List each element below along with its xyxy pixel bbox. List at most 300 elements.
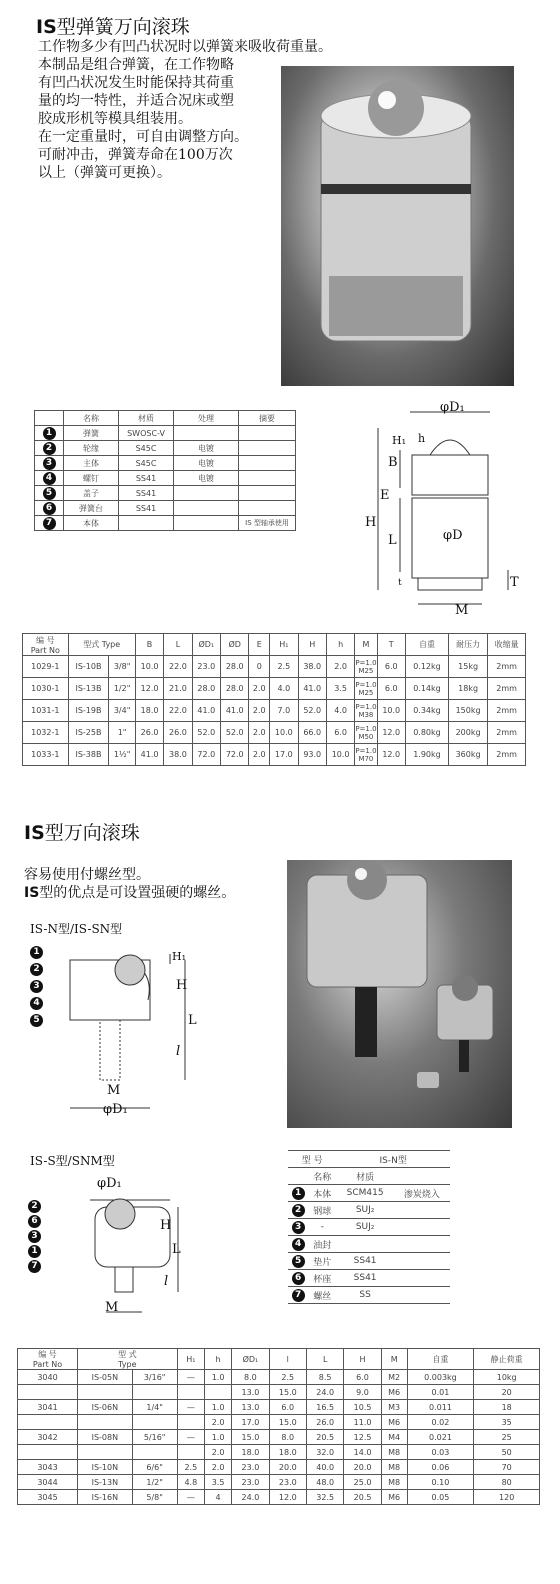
parts-cell: SS41 [119,486,174,501]
callout-number: 2 [28,1200,41,1213]
spec2-cell: IS-16N [78,1490,133,1505]
spec2-cell [78,1385,133,1400]
spec1-header-cell: H₁ [270,634,298,656]
pt2-header [288,1151,450,1168]
spec2-header-cell: 型 式 Type [78,1349,178,1370]
parts-row [35,471,296,486]
spec2-cell: 18.0 [269,1445,306,1460]
spec2-cell: 13.0 [232,1400,269,1415]
dim-H1: H₁ [392,434,407,447]
pt2-cell: 垫片 [308,1253,336,1270]
spec1-cell: IS-25B [68,722,109,744]
pt2-cell: 渗炭烧入 [394,1185,450,1202]
spec1-header-cell: M [355,634,377,656]
parts-cell [239,501,296,516]
section1-title: IS型弹簧万向滚珠 [36,16,190,38]
pt2-no [288,1185,308,1202]
d2-phiD1: φD₁ [103,1102,128,1117]
spec1-cell: 18.0 [135,700,163,722]
parts-cell [239,441,296,456]
part-number-badge: 1 [43,427,56,440]
spec1-cell: P=1.0 M70 [355,744,377,766]
parts-cell [239,456,296,471]
spec1-cell: 28.0 [192,678,220,700]
spec2-cell: 15.0 [269,1385,306,1400]
parts-cell [239,471,296,486]
spec2-cell [177,1445,204,1460]
spec2-cell: 8.5 [306,1370,343,1385]
spec2-cell [132,1415,177,1430]
spec2-cell: 23.0 [232,1475,269,1490]
spec2-cell: 35 [474,1415,540,1430]
spec2-header [18,1349,540,1370]
spec2-cell: 0.10 [407,1475,474,1490]
spec1-cell: 38.0 [164,744,192,766]
spec1-cell: 52.0 [192,722,220,744]
spec2-cell: 26.0 [306,1415,343,1430]
spec1-cell: 0.80kg [405,722,448,744]
spec-table-2 [17,1348,540,1505]
spec1-header-cell: h [326,634,354,656]
dim-phiD: φD [443,528,463,543]
spec2-cell: 20 [474,1385,540,1400]
pt2-cell: 油封 [308,1236,336,1253]
spec2-cell: 0.05 [407,1490,474,1505]
spec1-cell: 23.0 [192,656,220,678]
parts-cell: SS41 [119,471,174,486]
spec1-cell: 1" [109,722,136,744]
pt2-no [288,1219,308,1236]
spec1-cell: 10.0 [270,722,298,744]
spec1-cell: 93.0 [298,744,326,766]
threaded-ball-photo [287,860,512,1128]
spec1-cell: 52.0 [298,700,326,722]
parts-row [35,426,296,441]
spec1-cell: 2mm [488,722,526,744]
spec2-cell: 15.0 [232,1430,269,1445]
part-number-badge: 4 [43,472,56,485]
spec1-cell: 17.0 [270,744,298,766]
spec1-cell: 26.0 [164,722,192,744]
pt2-row [288,1287,450,1304]
spec1-row [23,744,526,766]
spec2-cell: 0.021 [407,1430,474,1445]
spec1-cell: 10.0 [326,744,354,766]
parts-cell: 盖子 [64,486,119,501]
spec2-cell: 18.0 [232,1445,269,1460]
spec1-cell: 15kg [448,656,487,678]
pt2-row [288,1236,450,1253]
spec1-header-cell: B [135,634,163,656]
parts-cell: 电镀 [174,471,239,486]
spec1-cell: 52.0 [221,722,249,744]
spec1-cell: 1½" [109,744,136,766]
parts-cell: 弹簧台 [64,501,119,516]
spec2-cell: 3042 [18,1430,78,1445]
spec1-cell: 0.12kg [405,656,448,678]
spec1-cell: P=1.0 M50 [355,722,377,744]
spec2-cell: — [177,1400,204,1415]
part-number-badge: 2 [292,1204,305,1217]
spec1-cell: 0.34kg [405,700,448,722]
spec2-cell: 6/6" [132,1460,177,1475]
spec1-cell: 41.0 [192,700,220,722]
part-number-badge: 3 [43,457,56,470]
spec2-cell: 25.0 [344,1475,381,1490]
spec1-cell: 2.0 [249,744,270,766]
dim-h: h [418,432,426,445]
spec1-cell: 2.5 [270,656,298,678]
spec2-cell: 13.0 [232,1385,269,1400]
spec2-cell: 50 [474,1445,540,1460]
spec2-cell [204,1385,231,1400]
callout-number: 5 [30,1014,43,1027]
spec2-row [18,1385,540,1400]
spec2-cell: 2.0 [204,1460,231,1475]
spec1-header-cell: L [164,634,192,656]
pt2-col-mat: 材质 [336,1168,394,1185]
spec2-cell: 1.0 [204,1430,231,1445]
spec2-header-cell: l [269,1349,306,1370]
spec2-cell: 20.0 [269,1460,306,1475]
spec1-cell: 3/8" [109,656,136,678]
spec2-cell: 2.5 [269,1370,306,1385]
spec1-cell: IS-19B [68,700,109,722]
section2-line1: 容易使用付螺丝型。 [24,867,150,883]
spec1-cell: 2.0 [249,678,270,700]
parts-cell: SS41 [119,501,174,516]
pt2-no [288,1287,308,1304]
spec2-cell [18,1445,78,1460]
pt2-cell: SUJ₂ [336,1219,394,1236]
parts-table-2 [288,1150,450,1304]
d2-M: M [107,1083,121,1098]
pt2-cell [394,1270,450,1287]
spec2-cell: 4 [204,1490,231,1505]
pt2-cell [336,1236,394,1253]
spec1-cell: 1033-1 [23,744,69,766]
d3-M: M [105,1300,119,1315]
spec2-cell: 3/16" [132,1370,177,1385]
spec1-header-cell: 自重 [405,634,448,656]
spec2-cell [78,1445,133,1460]
pt2-cell: 钢球 [308,1202,336,1219]
spec1-cell: 22.0 [164,656,192,678]
spec2-row [18,1490,540,1505]
spec1-header-cell: 编 号 Part No [23,634,69,656]
spec2-cell: 23.0 [232,1460,269,1475]
spec2-cell: 17.0 [232,1415,269,1430]
spec2-cell: 0.01 [407,1385,474,1400]
spec2-cell: M8 [381,1460,407,1475]
spec1-cell: 10.0 [377,700,405,722]
part-no-cell [35,486,64,501]
spec2-cell: M6 [381,1415,407,1430]
part-number-badge: 7 [292,1289,305,1302]
spec2-cell: 3044 [18,1475,78,1490]
pt2-head-type: 型 号 [288,1151,336,1168]
spec2-cell: 8.0 [269,1430,306,1445]
spec1-cell: P=1.0 M38 [355,700,377,722]
spring-ball-photo [281,66,514,386]
spec1-cell: 1032-1 [23,722,69,744]
spec2-cell: 18 [474,1400,540,1415]
spec2-cell [132,1385,177,1400]
pt2-no [288,1270,308,1287]
spec2-header-cell: M [381,1349,407,1370]
spec2-row [18,1430,540,1445]
parts-cell: 弹簧 [64,426,119,441]
pt2-no [288,1202,308,1219]
parts-cell: 电镀 [174,441,239,456]
part-number-badge: 6 [292,1272,305,1285]
spec1-cell: IS-38B [68,744,109,766]
pt2-cell: SS [336,1287,394,1304]
pt2-no [288,1236,308,1253]
diagram3-label: IS-S型/SNM型 [30,1154,115,1168]
part-no-cell [35,456,64,471]
callout-number: 3 [30,980,43,993]
spec2-cell: — [177,1370,204,1385]
spec2-cell: 6.0 [269,1400,306,1415]
spec1-cell: 4.0 [326,700,354,722]
part-no-cell [35,441,64,456]
spec2-cell: 1/4" [132,1400,177,1415]
part-no-cell [35,501,64,516]
parts-cell [174,426,239,441]
spec1-header-cell: H [298,634,326,656]
pt2-cell: 杯座 [308,1270,336,1287]
parts-cell [239,486,296,501]
parts-cell: S45C [119,441,174,456]
spec1-cell: 12.0 [135,678,163,700]
spec1-cell: 21.0 [164,678,192,700]
spec1-cell: 7.0 [270,700,298,722]
spec2-cell: 3045 [18,1490,78,1505]
spec1-cell: 6.0 [377,678,405,700]
spec1-cell: 2mm [488,700,526,722]
spec2-header-cell: L [306,1349,343,1370]
callout-number: 1 [28,1245,41,1258]
pt2-row [288,1253,450,1270]
spec2-cell: 32.0 [306,1445,343,1460]
callout-number: 3 [28,1230,41,1243]
pt2-row [288,1202,450,1219]
spec2-cell: 80 [474,1475,540,1490]
spec2-cell: IS-13N [78,1475,133,1490]
parts-cell: IS 型轴承使用 [239,516,296,531]
dim-phiD1: φD₁ [440,400,465,415]
spec1-cell: 4.0 [270,678,298,700]
part-number-badge: 7 [43,517,56,530]
spec1-cell: 6.0 [326,722,354,744]
part-number-badge: 3 [292,1221,305,1234]
d3-H: H [160,1218,172,1233]
pt2-cell [394,1236,450,1253]
pt2-col-note [394,1168,450,1185]
spec1-cell: 38.0 [298,656,326,678]
d2-H: H [176,978,188,993]
spec2-cell: 5/8" [132,1490,177,1505]
parts-cell [239,426,296,441]
spec2-cell: 0.003kg [407,1370,474,1385]
spec2-cell: 32.5 [306,1490,343,1505]
part-no-cell [35,516,64,531]
spec1-cell: 41.0 [135,744,163,766]
spec2-cell [18,1385,78,1400]
spec1-header-cell: T [377,634,405,656]
spec1-cell: 26.0 [135,722,163,744]
spec1-cell: 72.0 [192,744,220,766]
pt2-cell [394,1253,450,1270]
spec2-cell: 120 [474,1490,540,1505]
d2-H1: H₁ [172,950,187,963]
callout-number: 1 [30,946,43,959]
part-number-badge: 2 [43,442,56,455]
pt2-cell: SS41 [336,1270,394,1287]
pt2-col-name: 名称 [308,1168,336,1185]
spec1-cell: 0.14kg [405,678,448,700]
parts-cell [174,516,239,531]
spec1-header-cell: 收缩量 [488,634,526,656]
spec2-cell: 1.0 [204,1400,231,1415]
spec2-cell: IS-10N [78,1460,133,1475]
parts-cell: 电镀 [174,456,239,471]
pt2-cell: SS41 [336,1253,394,1270]
pt2-cell: - [308,1219,336,1236]
pt2-subheader [288,1168,450,1185]
spec1-cell: 1030-1 [23,678,69,700]
dim-L: L [388,533,397,548]
spec1-cell: 2.0 [249,700,270,722]
spec1-cell: 6.0 [377,656,405,678]
spec1-cell: 1/2" [109,678,136,700]
spec2-header-cell: H₁ [177,1349,204,1370]
spec1-cell: 150kg [448,700,487,722]
dim-H: H [365,515,377,530]
spec2-cell: 0.06 [407,1460,474,1475]
pt2-row [288,1185,450,1202]
spec1-row [23,678,526,700]
d3-l: l [164,1274,169,1289]
spec2-cell: 24.0 [306,1385,343,1400]
d3-L: L [172,1242,181,1257]
parts-row [35,456,296,471]
spec1-cell: 41.0 [298,678,326,700]
spec1-cell: 22.0 [164,700,192,722]
spec2-row [18,1415,540,1430]
spec1-cell: 1031-1 [23,700,69,722]
spec1-cell: 360kg [448,744,487,766]
spec2-cell: M6 [381,1490,407,1505]
spec1-row [23,700,526,722]
parts-cell: SWOSC-V [119,426,174,441]
spec2-cell: 12.0 [269,1490,306,1505]
spec2-cell: M4 [381,1430,407,1445]
spec2-cell: 11.0 [344,1415,381,1430]
spec2-cell: — [177,1430,204,1445]
spec2-cell: 10kg [474,1370,540,1385]
parts-row [35,501,296,516]
parts-cell [119,516,174,531]
parts-cell: 主体 [64,456,119,471]
spec2-cell: 24.0 [232,1490,269,1505]
spec1-header-cell: 型式 Type [68,634,135,656]
dim-B: B [388,455,398,470]
spec2-cell [18,1415,78,1430]
spec2-cell: 3.5 [204,1475,231,1490]
pt2-cell [394,1202,450,1219]
parts-cell: S45C [119,456,174,471]
callout-number: 4 [30,997,43,1010]
parts-table-1: 名称 材质 处理 摘要 1 弹簧 SWOSC-V 2 轮缘 S45C 电镀 3 主体 S45C 电镀 4 螺钉 SS41 电镀 5 盖子 SS41 6 弹簧台 SS41 7 本体 IS 型轴承使用 [34,410,296,531]
spec2-header-cell: h [204,1349,231,1370]
parts-cell: 轮缘 [64,441,119,456]
pt2-cell: SCM415 [336,1185,394,1202]
pt2-cell: 本体 [308,1185,336,1202]
pt2-no [288,1253,308,1270]
spec2-cell: IS-06N [78,1400,133,1415]
parts-cell [174,486,239,501]
spec1-cell: 72.0 [221,744,249,766]
spec2-cell: 12.5 [344,1430,381,1445]
spec1-cell: P=1.0 M25 [355,678,377,700]
spec2-cell: M2 [381,1370,407,1385]
spec2-cell: 3041 [18,1400,78,1415]
spec2-cell: 70 [474,1460,540,1475]
spec2-cell [132,1445,177,1460]
spec2-header-cell: 自重 [407,1349,474,1370]
parts-cell: 螺钉 [64,471,119,486]
d2-L: L [188,1013,197,1028]
spec2-cell: 9.0 [344,1385,381,1400]
spec2-cell: M6 [381,1385,407,1400]
spec2-cell: M8 [381,1475,407,1490]
spec1-cell: 3/4" [109,700,136,722]
spec1-cell: 28.0 [221,656,249,678]
spec2-cell: 10.5 [344,1400,381,1415]
spec2-cell: 0.011 [407,1400,474,1415]
spec2-cell: — [177,1490,204,1505]
spec1-cell: 2mm [488,678,526,700]
spec2-header-cell: 编 号 Part No [18,1349,78,1370]
callout-number: 2 [30,963,43,976]
spec2-row [18,1445,540,1460]
pt2-cell: 螺丝 [308,1287,336,1304]
part-number-badge: 5 [43,487,56,500]
spec1-row [23,722,526,744]
spec2-cell: 16.5 [306,1400,343,1415]
pt2-head-model: IS-N型 [336,1151,450,1168]
spec1-header-cell: E [249,634,270,656]
part-number-badge: 5 [292,1255,305,1268]
spec1-cell: 66.0 [298,722,326,744]
spec2-cell: 1/2" [132,1475,177,1490]
spec1-cell: 41.0 [221,700,249,722]
pt2-cell [394,1219,450,1236]
spec1-header [23,634,526,656]
spec2-cell [177,1415,204,1430]
spec1-cell: 12.0 [377,722,405,744]
parts-row [35,486,296,501]
d3-phiD1: φD₁ [97,1176,122,1191]
spec1-cell: 0 [249,656,270,678]
spec2-row [18,1475,540,1490]
spec1-cell: P=1.0 M25 [355,656,377,678]
spec1-cell: 10.0 [135,656,163,678]
spec2-cell: 1.0 [204,1370,231,1385]
pt2-cell: SUJ₂ [336,1202,394,1219]
